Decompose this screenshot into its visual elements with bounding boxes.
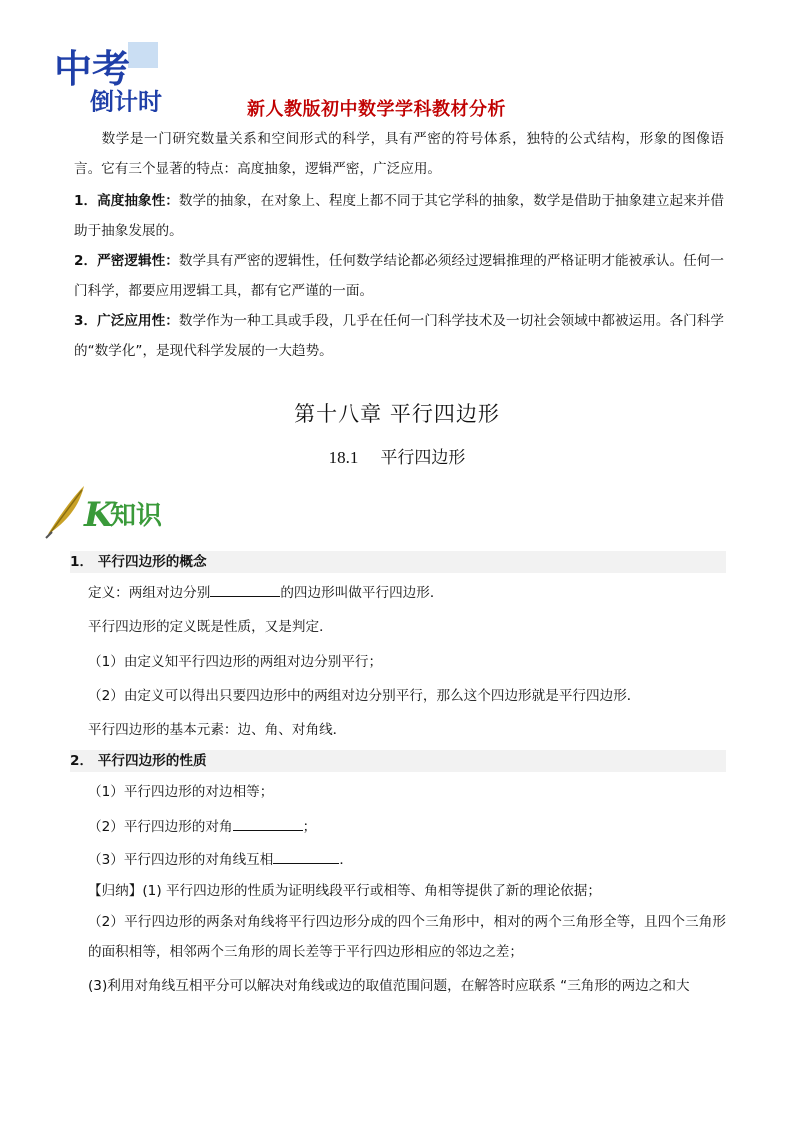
badge-text: 知识 bbox=[110, 501, 163, 531]
intro-item-1 bbox=[74, 186, 724, 246]
logo-countdown-text: 倒计时 bbox=[90, 88, 162, 112]
intro-paragraph-text: 数学是一门研究数量关系和空间形式的科学，具有严密的符号体系，独特的公式结构，形象的图像语言。它有三个显著的特点：高度抽象，逻辑严密，广泛应用。 bbox=[74, 131, 724, 177]
property-3 bbox=[88, 849, 353, 870]
intro-item-1-label: 1．高度抽象性： bbox=[74, 193, 179, 209]
intro-item-3-label: 3．广泛应用性： bbox=[74, 313, 179, 329]
property-2-prefix: （2）平行四边形的对角 bbox=[88, 819, 233, 835]
section-name: 平行四边形 bbox=[380, 448, 466, 468]
intro-item-2 bbox=[74, 246, 724, 306]
intro-item-1-text: 数学的抽象，在对象上、程度上都不同于其它学科的抽象，数学是借助于抽象建立起来并借助于抽象发展的。 bbox=[74, 193, 725, 239]
property-3-suffix: ． bbox=[339, 852, 353, 868]
summary-3: (3)利用对角线互相平分可以解决对角线或边的取值范围问题，在解答时应联系 “三角形的两边之和大 bbox=[88, 978, 690, 994]
property-3-prefix: （3）平行四边形的对角线互相 bbox=[88, 852, 274, 868]
definition-point-1: （1）由定义知平行四边形的两组对边分别平行； bbox=[88, 654, 383, 670]
knowledge-heading-1: 1． 平行四边形的概念 bbox=[70, 551, 726, 573]
definition-prefix: 定义：两组对边分别 bbox=[88, 585, 211, 601]
logo-char-zhong: 中考 bbox=[54, 47, 131, 91]
summary-1: 【归纳】(1) 平行四边形的性质为证明线段平行或相等、角相等提供了新的理论依据； bbox=[88, 883, 601, 899]
zhongkao-countdown-logo bbox=[50, 40, 170, 112]
knowledge-heading-2: 2． 平行四边形的性质 bbox=[70, 750, 726, 772]
badge-letter: K bbox=[84, 495, 114, 535]
knowledge-badge bbox=[44, 482, 184, 540]
property-1: （1）平行四边形的对边相等； bbox=[88, 784, 274, 800]
intro-paragraph bbox=[74, 124, 724, 184]
chapter-title: 第十八章 平行四边形 bbox=[294, 402, 500, 426]
section-title bbox=[0, 443, 794, 468]
definition-suffix: 的四边形叫做平行四边形． bbox=[280, 585, 444, 601]
intro-item-3-text: 数学作为一种工具或手段，几乎在任何一门科学技术及一切社会领域中都被运用。各门科学的“数学化”，是现代科学发展的一大趋势。 bbox=[74, 313, 725, 359]
definition-line bbox=[88, 582, 443, 603]
property-2-blank[interactable] bbox=[233, 816, 303, 831]
property-2-suffix: ； bbox=[302, 819, 317, 835]
basic-elements-line: 平行四边形的基本元素：边、角、对角线． bbox=[88, 722, 347, 738]
summary-2: （2）平行四边形的两条对角线将平行四边形分成的四个三角形中，相对的两个三角形全等，且四个三角形的面积相等，相邻两个三角形的周长差等于平行四边形相应的邻边之差； bbox=[88, 914, 726, 960]
property-3-blank[interactable] bbox=[273, 849, 339, 864]
property-2 bbox=[88, 816, 316, 837]
feather-icon bbox=[46, 486, 84, 538]
section-number: 18.1 bbox=[328, 448, 359, 467]
intro-item-2-label: 2．严密逻辑性： bbox=[74, 253, 179, 269]
definition-note: 平行四边形的定义既是性质，又是判定． bbox=[88, 619, 333, 635]
document-title: 新人教版初中数学学科教材分析 bbox=[247, 99, 506, 120]
intro-item-3 bbox=[74, 306, 724, 366]
definition-point-2: （2）由定义可以得出只要四边形中的两组对边分别平行，那么这个四边形就是平行四边形． bbox=[88, 688, 641, 704]
intro-item-2-text: 数学具有严密的逻辑性，任何数学结论都必须经过逻辑推理的严格证明才能被承认。任何一门科学，都要应用逻辑工具，都有它严谨的一面。 bbox=[74, 253, 725, 299]
definition-blank[interactable] bbox=[210, 582, 280, 597]
